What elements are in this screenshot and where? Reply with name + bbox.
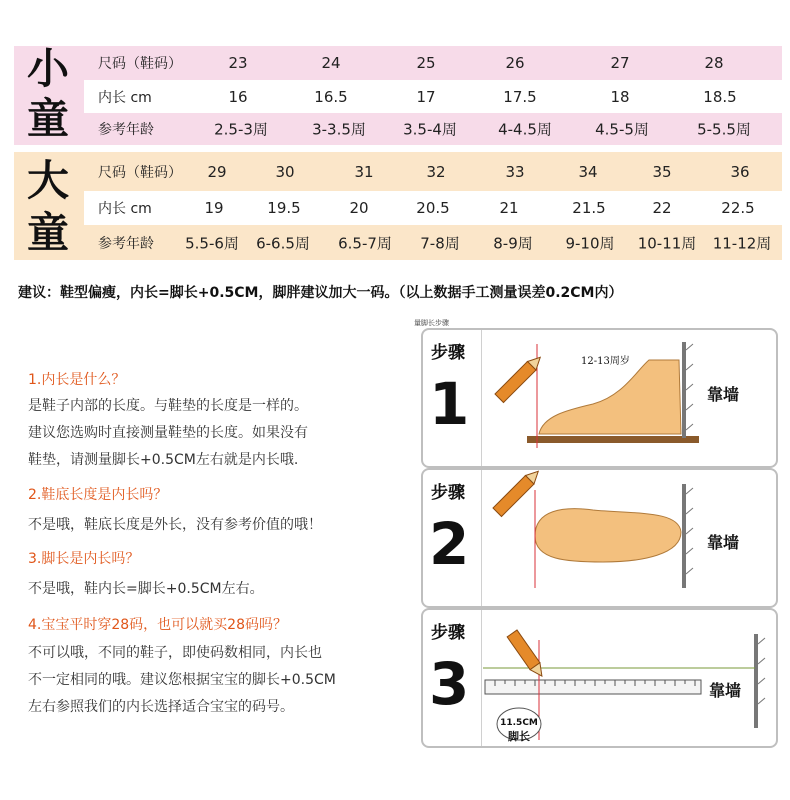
small-length-row [84,80,782,113]
step-1-panel [421,328,778,468]
length-cell: 16 [228,87,248,106]
foot-top-shape [535,509,681,562]
length-cell: 17.5 [503,87,537,106]
big-length-row [84,191,782,225]
step-2-panel [421,468,778,608]
length-cell: 22.5 [721,199,755,217]
measure-label: 脚长 [508,730,530,743]
size-cell: 32 [426,162,446,181]
small-kids-size-table [14,42,782,144]
faq-item-3 [28,548,264,603]
age-cell: 2.5-3周 [214,120,268,139]
age-cell: 3-3.5周 [312,120,366,139]
length-cell: 22 [652,199,672,217]
age-cell: 5-5.5周 [697,120,751,139]
faq-answer-line: 不是哦，鞋底长度是外长，没有参考价值的哦！ [28,517,322,533]
row-label: 尺码（鞋码） [98,56,182,72]
age-cell: 6-6.5周 [256,234,310,252]
size-cell: 36 [730,162,750,181]
big-age-row [84,225,782,260]
ruler [485,680,701,694]
age-cell: 5.5-6周 [185,234,239,252]
length-cell: 20.5 [416,199,450,217]
length-cell: 17 [416,87,436,106]
faq-question: 1.内长是什么？ [28,372,126,388]
wall-line [682,484,686,588]
length-cell: 21.5 [572,199,606,217]
big-kids-size-table [14,152,782,260]
age-cell: 7-8周 [420,234,460,252]
wall-line [682,342,686,438]
age-label: 12-13周岁 [581,356,630,367]
small-size-row [84,46,782,80]
step-heading: 步骤 [431,623,465,643]
size-cell: 31 [354,162,374,181]
step-3-panel [421,608,778,748]
size-cell: 28 [704,54,724,72]
length-cell: 20 [349,199,369,217]
age-cell: 3.5-4周 [403,120,457,139]
faq-answer-line: 不可以哦，不同的鞋子，即使码数相同，内长也 [28,645,322,661]
age-cell: 6.5-7周 [338,234,392,252]
length-cell: 16.5 [314,87,348,106]
size-cell: 35 [652,162,672,181]
faq-item-2 [28,484,322,539]
big-table-title-char-1: 大 [26,156,69,205]
step-number: 1 [429,370,470,438]
faq-answer-line: 左右参照我们的内长选择适合宝宝的码号。 [28,699,294,715]
size-cell: 34 [578,162,598,181]
sizing-advice: 建议：鞋型偏瘦，内长=脚长+0.5CM，脚胖建议加大一码。（以上数据手工测量误差0.2CM内） [18,285,623,301]
row-label: 参考年龄 [98,122,154,138]
faq-question: 2.鞋底长度是内长吗？ [28,487,168,503]
faq-answer-line: 不一定相同的哦。建议您根据宝宝的脚长+0.5CM [28,672,336,688]
size-cell: 25 [416,54,436,72]
big-size-row [84,152,782,191]
row-label: 参考年龄 [98,235,154,252]
size-cell: 23 [228,54,248,72]
size-cell: 27 [610,54,630,72]
step-divider [481,330,482,466]
row-label: 尺码（鞋码） [98,164,182,181]
steps-panel-title: 量脚长步骤 [414,319,449,327]
size-cell: 30 [275,162,295,181]
age-cell: 11-12周 [712,234,772,252]
length-cell: 19 [204,199,224,217]
length-cell: 18.5 [703,87,737,106]
faq-question: 3.脚长是内长吗？ [28,551,140,567]
length-cell: 18 [610,87,630,106]
step-number: 3 [429,650,470,718]
faq-answer-line: 建议您选购时直接测量鞋垫的长度。如果没有 [28,425,308,441]
age-cell: 9-10周 [565,234,615,252]
measure-callout-text [497,718,541,744]
length-cell: 19.5 [267,199,301,217]
faq-question: 4.宝宝平时穿28码，也可以就买28码吗？ [28,617,287,633]
age-cell: 10-11周 [637,234,697,252]
big-table-title-char-2: 童 [26,208,69,257]
faq-answer-line: 是鞋子内部的长度。与鞋垫的长度是一样的。 [28,398,308,414]
step-heading: 步骤 [431,483,465,503]
faq-item-1 [28,369,308,474]
small-table-title-char-1: 小 [26,44,69,93]
step-heading: 步骤 [431,343,465,363]
size-cell: 24 [321,54,341,72]
step-divider [481,470,482,606]
age-cell: 4.5-5周 [595,120,649,139]
size-cell: 33 [505,162,525,181]
faq-item-4 [28,614,336,721]
faq-answer-line: 鞋垫，请测量脚长+0.5CM左右就是内长哦. [28,452,299,468]
pencil-icon [507,630,547,679]
size-cell: 26 [505,54,525,72]
size-cell: 29 [207,162,227,181]
measure-value: 11.5CM [500,718,538,728]
small-table-title-char-2: 童 [26,94,69,143]
length-cell: 21 [499,199,519,217]
wall-label: 靠墙 [707,533,740,552]
small-age-row [84,113,782,145]
wall-label: 靠墙 [709,681,742,700]
foot-side-shape [539,360,681,434]
wall-line [754,634,758,728]
row-label: 内长 cm [98,201,152,217]
age-cell: 4-4.5周 [498,120,552,139]
wall-label: 靠墙 [707,385,740,404]
floor-board [527,436,699,443]
age-cell: 8-9周 [493,234,533,252]
row-label: 内长 cm [98,89,152,106]
step-divider [481,610,482,746]
step-number: 2 [429,510,470,578]
faq-answer-line: 不是哦，鞋内长=脚长+0.5CM左右。 [28,581,264,597]
